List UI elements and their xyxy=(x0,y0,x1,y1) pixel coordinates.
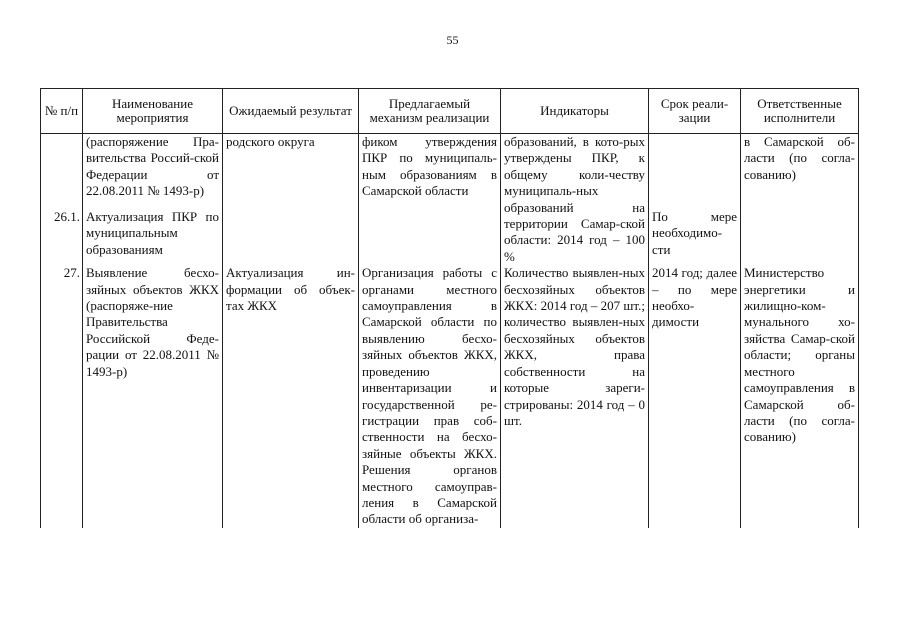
header-indicators: Индикаторы xyxy=(501,89,649,134)
header-result: Ожидаемый результат xyxy=(223,89,359,134)
row-number: 27. xyxy=(41,265,83,528)
header-term: Срок реали-зации xyxy=(649,89,741,134)
table-row xyxy=(41,209,859,265)
page-number: 55 xyxy=(446,33,459,47)
row-result: Актуализация ин-формации об объек-тах ЖКХ xyxy=(223,265,359,528)
row-number: 26.1. xyxy=(41,209,83,265)
row-responsible: в Самарской об-ласти (по согла-сованию) xyxy=(741,134,859,266)
header-name: Наименование мероприятия xyxy=(83,89,223,134)
measures-table xyxy=(40,88,859,528)
header-mechanism: Предлагаемый механизм реализации xyxy=(359,89,501,134)
row-mechanism: Организация работы с органами местного самоуправления в Самарской области по выявлению бесхо-зяйных объектов ЖКХ, проведению инвентаризации и государственной ре-гистрации прав соб-ственности на бесхо-зяйные объекты ЖКХ. Решения органов местного самоуправ-ления в Самарской области об организа- xyxy=(359,265,501,528)
row-term: По мере необходимо-сти xyxy=(649,209,741,265)
row-mechanism xyxy=(359,209,501,265)
row-indicators: образований, в кото-рых утверждены ПКР, к общему коли-честву муниципаль-ных образований на территории Самар-ской области: 2014 год – 100 % xyxy=(501,134,649,266)
row-result: родского округа xyxy=(223,134,359,210)
row-name: (распоряжение Пра-вительства Россий-ской Федерации от 22.08.2011 № 1493-р) xyxy=(83,134,223,210)
row-name: Актуализация ПКР по муниципальным образованиям xyxy=(83,209,223,265)
row-indicators: Количество выявлен-ных бесхозяйных объектов ЖКХ: 2014 год – 207 шт.; количество выявлен-ных бесхозяйных объектов ЖКХ, права собственности на которые зареги-стрированы: 2014 год – 0 шт. xyxy=(501,265,649,528)
header-number: № п/п xyxy=(41,89,83,134)
table-header-row xyxy=(41,89,859,134)
row-result xyxy=(223,209,359,265)
row-mechanism: фиком утверждения ПКР по муниципаль-ным образованиям в Самарской области xyxy=(359,134,501,210)
header-responsible: Ответственные исполнители xyxy=(741,89,859,134)
row-number xyxy=(41,134,83,210)
table-row xyxy=(41,134,859,210)
row-name: Выявление бесхо-зяйных объектов ЖКХ (распоряже-ние Правительства Российской Феде-рации от 22.08.2011 № 1493-р) xyxy=(83,265,223,528)
row-responsible: Министерство энергетики и жилищно-ком-мунального хо-зяйства Самар-ской области; органы местного самоуправления в Самарской об-ласти (по согла-сованию) xyxy=(741,265,859,528)
row-term: 2014 год; далее – по мере необхо-димости xyxy=(649,265,741,528)
row-term xyxy=(649,134,741,210)
table-row xyxy=(41,265,859,528)
